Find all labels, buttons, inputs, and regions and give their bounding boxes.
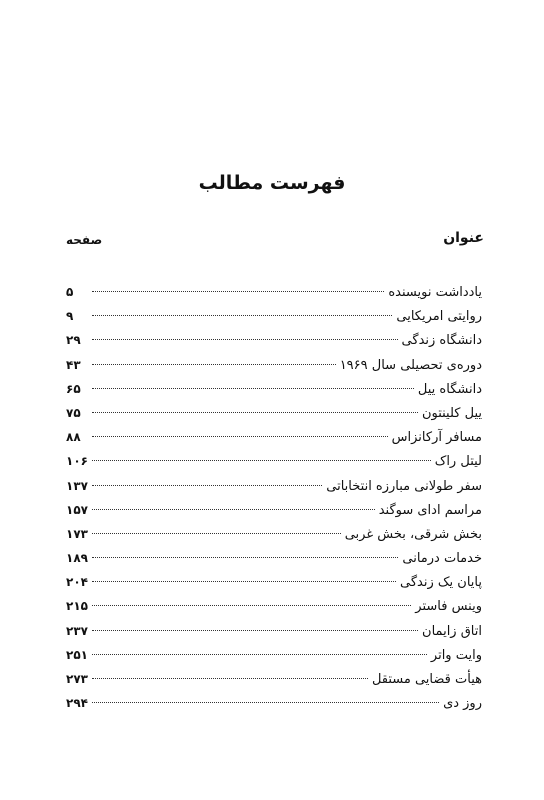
column-header-title: عنوان xyxy=(443,230,484,246)
toc-entry xyxy=(66,667,482,691)
dot-leader xyxy=(92,291,384,292)
toc-entry-title: پایان یک زندگی xyxy=(400,575,482,591)
dot-leader xyxy=(92,533,341,534)
toc-entry xyxy=(66,425,482,449)
toc-entry-page-number: ۷۵ xyxy=(66,405,81,420)
toc-entry-title: روز دی xyxy=(443,696,482,712)
toc-entry-page-number: ۵ xyxy=(66,285,74,299)
toc-entry xyxy=(66,449,482,473)
toc-entry-page-number: ۲۱۵ xyxy=(66,599,88,614)
dot-leader xyxy=(92,605,411,606)
dot-leader xyxy=(92,460,431,461)
toc-entry-page-number: ۸۸ xyxy=(66,430,81,445)
toc-entry-title: یادداشت نویسنده xyxy=(388,285,482,300)
toc-entry-title: هیأت قضایی مستقل xyxy=(371,672,482,687)
toc-entry-title: دانشگاه ییل xyxy=(417,381,482,397)
toc-entry xyxy=(66,619,482,643)
toc-entry-title: لیتل راک xyxy=(434,454,482,470)
toc-entry-title: مراسم ادای سوگند xyxy=(378,502,482,518)
toc-entry-page-number: ۱۰۶ xyxy=(66,454,88,469)
toc-entry-page-number: ۲۹۴ xyxy=(66,696,88,711)
dot-leader xyxy=(92,630,418,631)
toc-entry xyxy=(66,522,482,546)
toc-entry-title: بخش شرقی، بخش غربی xyxy=(344,526,482,542)
column-header-page: صفحه xyxy=(66,233,103,247)
dot-leader xyxy=(92,436,388,437)
toc-entry-page-number: ۹ xyxy=(66,309,74,324)
toc-entry-page-number: ۱۵۷ xyxy=(66,502,88,517)
toc-entry-page-number: ۶۵ xyxy=(66,381,81,396)
toc-entry-page-number: ۲۳۷ xyxy=(66,623,88,638)
toc-entry xyxy=(66,377,482,401)
toc-entry-page-number: ۲۹ xyxy=(66,333,81,348)
dot-leader xyxy=(92,509,375,510)
dot-leader xyxy=(92,364,336,365)
dot-leader xyxy=(92,678,368,679)
toc-entry-page-number: ۴۳ xyxy=(66,357,81,372)
toc-entry-title: خدمات درمانی xyxy=(402,551,482,567)
toc-entry-page-number: ۲۷۳ xyxy=(66,672,88,686)
dot-leader xyxy=(92,315,392,316)
page-title: فهرست مطالب xyxy=(198,172,346,194)
table-of-contents xyxy=(66,280,482,715)
dot-leader xyxy=(92,412,418,413)
toc-entry-page-number: ۱۸۹ xyxy=(66,551,88,566)
toc-entry-page-number: ۲۵۱ xyxy=(66,647,88,662)
toc-entry xyxy=(66,691,482,715)
dot-leader xyxy=(92,388,414,389)
toc-entry-title: ییل کلینتون xyxy=(421,405,482,421)
toc-entry-title: وایت واتر xyxy=(430,647,482,663)
toc-entry-page-number: ۱۷۳ xyxy=(66,526,88,541)
toc-entry xyxy=(66,353,482,377)
toc-entry xyxy=(66,498,482,522)
toc-entry-title: دانشگاه زندگی xyxy=(401,333,482,349)
toc-entry xyxy=(66,401,482,425)
toc-entry-title: سفر طولانی مبارزه انتخاباتی xyxy=(326,478,482,494)
toc-entry-title: دوره‌ی تحصیلی سال ۱۹۶۹ xyxy=(339,357,482,373)
toc-entry-title: روایتی امریکایی xyxy=(396,309,482,325)
dot-leader xyxy=(92,485,322,486)
dot-leader xyxy=(92,654,427,655)
dot-leader xyxy=(92,702,439,703)
toc-entry xyxy=(66,328,482,352)
toc-entry-title: مسافر آرکانزاس xyxy=(391,430,482,446)
toc-entry xyxy=(66,570,482,594)
toc-entry xyxy=(66,546,482,570)
toc-entry-page-number: ۲۰۴ xyxy=(66,575,88,590)
dot-leader xyxy=(92,557,398,558)
toc-entry xyxy=(66,474,482,498)
toc-entry xyxy=(66,304,482,328)
dot-leader xyxy=(92,339,398,340)
toc-entry xyxy=(66,280,482,304)
toc-entry-page-number: ۱۳۷ xyxy=(66,478,88,493)
toc-entry xyxy=(66,594,482,618)
toc-entry-title: اتاق زایمان xyxy=(422,623,482,639)
toc-entry-title: وینس فاستر xyxy=(415,599,482,615)
toc-entry xyxy=(66,643,482,667)
dot-leader xyxy=(92,581,396,582)
